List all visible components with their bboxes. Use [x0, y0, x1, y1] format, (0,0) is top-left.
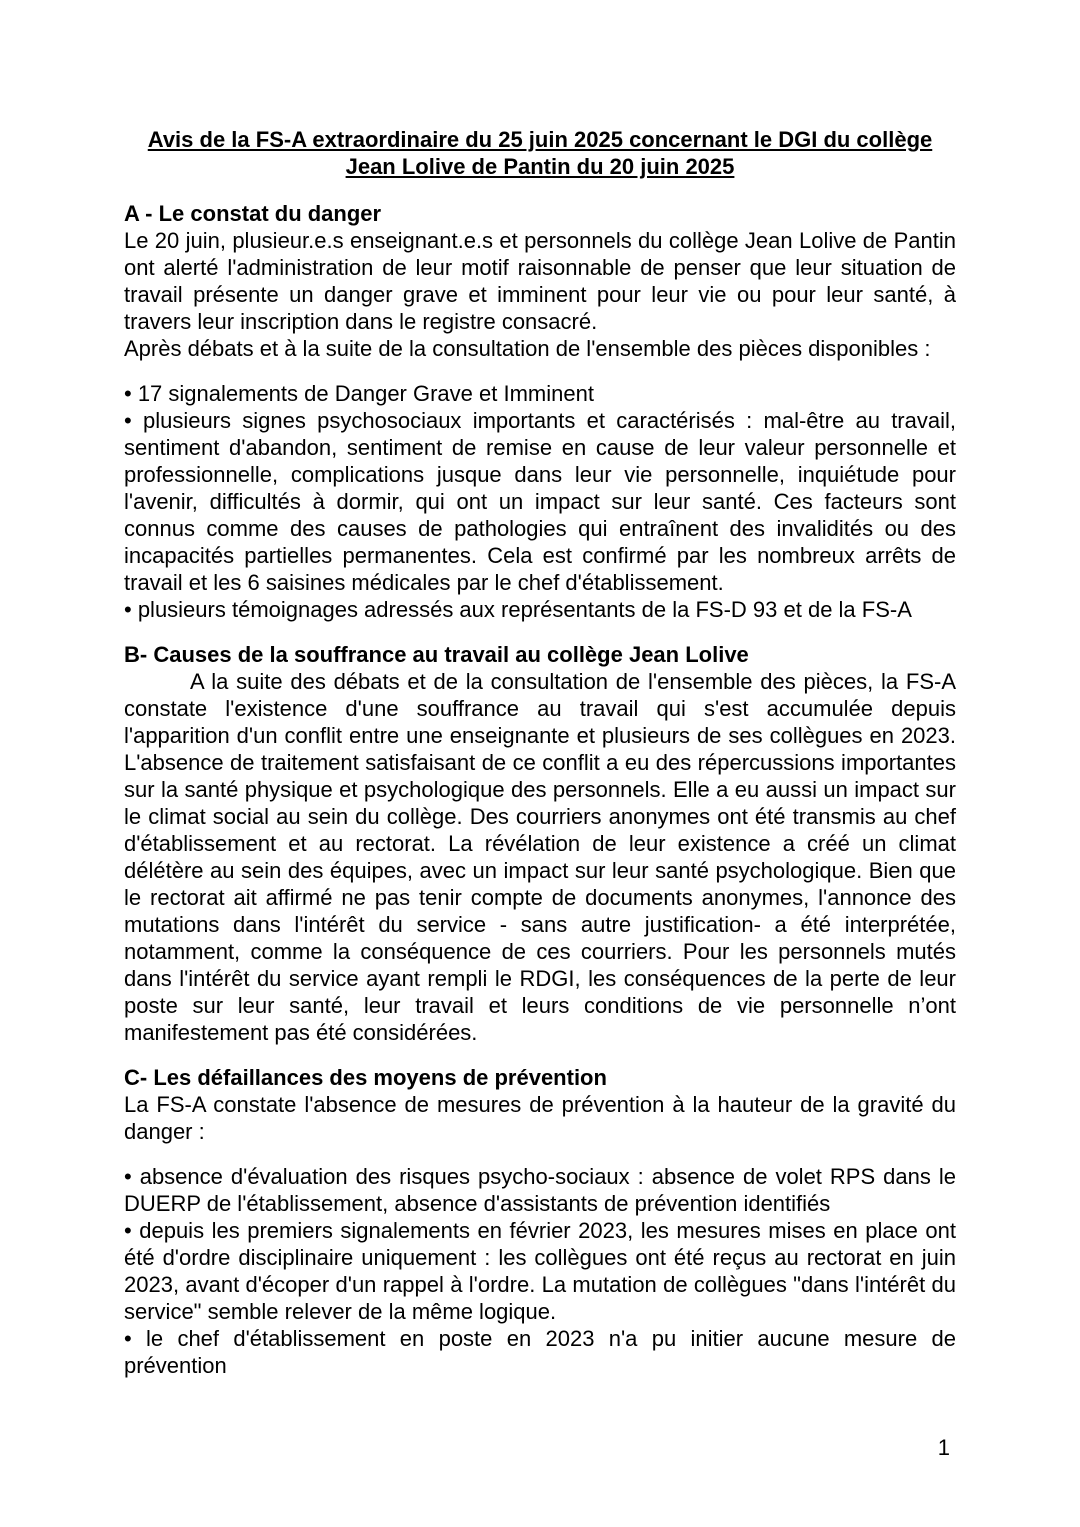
bullet-item-signes-psychosociaux: • plusieurs signes psychosociaux importants et caractérisés : mal-être au travail, sentiment d'abandon, sentiment de remise en cause de leur valeur personnelle et professionnelle, complications jusque dans leur vie personnelle, inquiétude pour l'avenir, difficultés à dormir, qui ont un impact sur leur santé. Ces facteurs sont connus comme des causes de pathologies qui entraînent des invalidités ou des incapacités partielles permanentes. Cela est confirmé par les nombreux arrêts de travail et les 6 saisines médicales par le chef d'établissement.: [124, 408, 956, 595]
title-line-2: Jean Lolive de Pantin du 20 juin 2025: [345, 154, 735, 179]
section-c-heading: C- Les défaillances des moyens de prévention: [124, 1065, 607, 1090]
section-a-bullet-list: [124, 380, 956, 623]
bullet-item-absence-evaluation: • absence d'évaluation des risques psycho-sociaux : absence de volet RPS dans le DUERP de l'établissement, absence d'assistants de prévention identifiés: [124, 1164, 956, 1216]
title-line-1: Avis de la FS-A extraordinaire du 25 juin 2025 concernant le DGI du collège: [147, 127, 933, 152]
bullet-item-mesures-disciplinaires: • depuis les premiers signalements en février 2023, les mesures mises en place ont été d'ordre disciplinaire uniquement : les collègues ont été reçus au rectorat en juin 2023, avant d'écoper d'un rappel à l'ordre. La mutation de collègues "dans l'intérêt du service" semble relever de la même logique.: [124, 1218, 956, 1324]
bullet-item-chef-etablissement: • le chef d'établissement en poste en 2023 n'a pu initier aucune mesure de prévention: [124, 1326, 956, 1378]
bullet-item-temoignages: • plusieurs témoignages adressés aux représentants de la FS-D 93 et de la FS-A: [124, 597, 912, 622]
page-number: 1: [937, 1435, 950, 1460]
bullet-item-signalements: • 17 signalements de Danger Grave et Imminent: [124, 381, 594, 406]
section-c-bullet-list: [124, 1163, 956, 1379]
section-b-heading: B- Causes de la souffrance au travail au collège Jean Lolive: [124, 642, 749, 667]
section-a-paragraph-2: Après débats et à la suite de la consultation de l'ensemble des pièces disponibles :: [124, 336, 931, 361]
section-a-paragraph-1: Le 20 juin, plusieur.e.s enseignant.e.s et personnels du collège Jean Lolive de Pantin ont alerté l'administration de leur motif raisonnable de penser que leur situation de travail présente un danger grave et imminent pour leur vie ou pour leur santé, à travers leur inscription dans le registre consacré.: [124, 228, 956, 334]
document-title: [124, 126, 956, 180]
section-a-heading: A - Le constat du danger: [124, 201, 382, 226]
section-b-paragraph-1: A la suite des débats et de la consultation de l'ensemble des pièces, la FS-A constate l'existence d'une souffrance au travail qui s'est accumulée depuis l'apparition d'un conflit entre une enseignante et plusieurs de ses collègues en 2023. L'absence de traitement satisfaisant de ce conflit a eu des répercussions importantes sur la santé physique et psychologique des personnels. Elle a eu aussi un impact sur le climat social au sein du collège. Des courriers anonymes ont été transmis au chef d'établissement et au rectorat. La révélation de leur existence a créé un climat délétère au sein des équipes, avec un impact sur leur santé psychologique. Bien que le rectorat ait affirmé ne pas tenir compte de documents anonymes, l'annonce des mutations dans l'intérêt du service - sans autre justification- a été interprétée, notamment, comme la conséquence de ces courriers. Pour les personnels mutés dans l'intérêt du service ayant rempli le RDGI, les conséquences de la perte de leur poste sur leur santé, leur travail et leurs conditions de vie personnelle n’ont manifestement pas été considérées.: [124, 669, 956, 1045]
section-c-paragraph-1: La FS-A constate l'absence de mesures de prévention à la hauteur de la gravité du danger :: [124, 1092, 956, 1144]
